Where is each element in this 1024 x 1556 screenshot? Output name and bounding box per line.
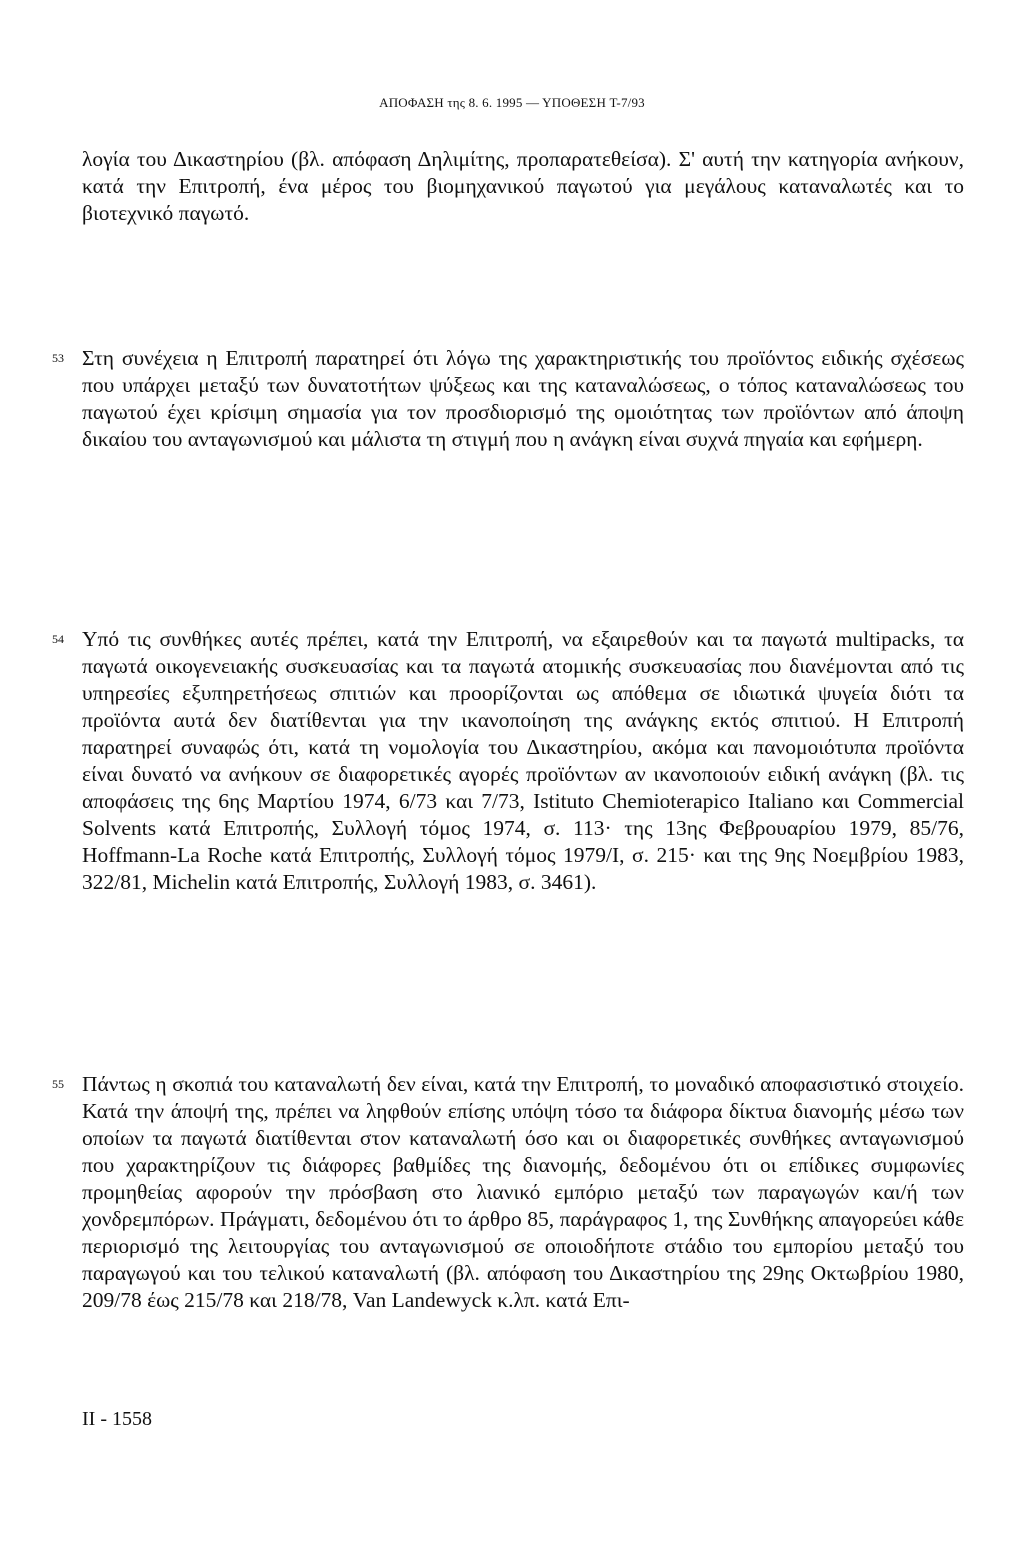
paragraph-53: Στη συνέχεια η Επιτροπή παρατηρεί ότι λόγω της χαρακτηριστικής του προϊόντος ειδικής σχέσεως που υπάρχει μεταξύ των δυνατοτήτων ψύξεως και της καταναλώσεως, ο τόπος καταναλώσεως του παγωτού έχει κρίσιμη σημασία για τον προσδιορισμό της ομοιότητας των προϊόντων από άποψη δικαίου του ανταγωνισμού και μάλιστα τη στιγμή που η ανάγκη είναι συχνά πηγαία και εφήμερη.	[82, 346, 964, 451]
paragraph-number: 53	[52, 351, 64, 365]
paragraph-55: Πάντως η σκοπιά του καταναλωτή δεν είναι, κατά την Επιτροπή, το μοναδικό αποφασιστικό στοιχείο. Κατά την άποψή της, πρέπει να ληφθούν επίσης υπόψη τόσο τα διάφορα δίκτυα διανομής μέσω των οποίων τα παγωτά διατίθενται στον καταναλωτή όσο και οι διαφορετικές συνθήκες ανταγωνισμού που χαρακτηρίζουν τις διάφορες βαθμίδες της διανομής, δεδομένου ότι οι επίδικες συμφωνίες προμηθείας αφορούν την πρόσβαση στο λιανικό εμπόριο μεταξύ των παραγωγών και/ή των χονδρεμπόρων. Πράγματι, δεδομένου ότι το άρθρο 85, παράγραφος 1, της Συνθήκης απαγορεύει κάθε περιορισμό της λειτουργίας του ανταγωνισμού σε οποιοδήποτε στάδιο του εμπορίου μεταξύ του παραγωγού και του τελικού καταναλωτή (βλ. απόφαση του Δικαστηρίου της 29ης Οκτωβρίου 1980, 209/78 έως 215/78 και 218/78, Van Landewyck κ.λπ. κατά Επι-	[82, 1072, 964, 1312]
paragraph-54: Υπό τις συνθήκες αυτές πρέπει, κατά την Επιτροπή, να εξαιρεθούν και τα παγωτά multipacks, τα παγωτά οικογενειακής συσκευασίας και τα παγωτά ατομικής συσκευασίας που διανέμονται από τις υπηρεσίες εξυπηρετήσεως σπιτιών και προορίζονται ως απόθεμα σε ιδιωτικά ψυγεία διότι τα προϊόντα αυτά δεν διατίθενται για την ικανοποίηση της ανάγκης εκτός σπιτιού. Η Επιτροπή παρατηρεί συναφώς ότι, κατά τη νομολογία του Δικαστηρίου, ακόμα και πανομοιότυπα προϊόντα είναι δυνατό να ανήκουν σε διαφορετικές αγορές προϊόντων αν ικανοποιούν ειδική ανάγκη (βλ. τις αποφάσεις της 6ης Μαρτίου 1974, 6/73 και 7/73, Istituto Chemioterapico Italiano και Commercial Solvents κατά Επιτροπής, Συλλογή τόμος 1974, σ. 113· της 13ης Φεβρουαρίου 1979, 85/76, Hoffmann-La Roche κατά Επιτροπής, Συλλογή τόμος 1979/Ι, σ. 215· και της 9ης Νοεμβρίου 1983, 322/81, Michelin κατά Επιτροπής, Συλλογή 1983, σ. 3461).	[82, 627, 964, 894]
running-header: ΑΠΟΦΑΣΗ της 8. 6. 1995 — ΥΠΟΘΕΣΗ T-7/93	[379, 95, 645, 110]
paragraph-number: 54	[52, 632, 64, 646]
paragraph-number: 55	[52, 1077, 64, 1091]
page-number: II - 1558	[82, 1408, 152, 1430]
paragraph-continuation: λογία του Δικαστηρίου (βλ. απόφαση Δηλιμίτης, προπαρατεθείσα). Σ' αυτή την κατηγορία ανήκουν, κατά την Επιτροπή, ένα μέρος του βιομηχανικού παγωτού για μεγάλους καταναλωτές και το βιοτεχνικό παγωτό.	[82, 147, 964, 225]
